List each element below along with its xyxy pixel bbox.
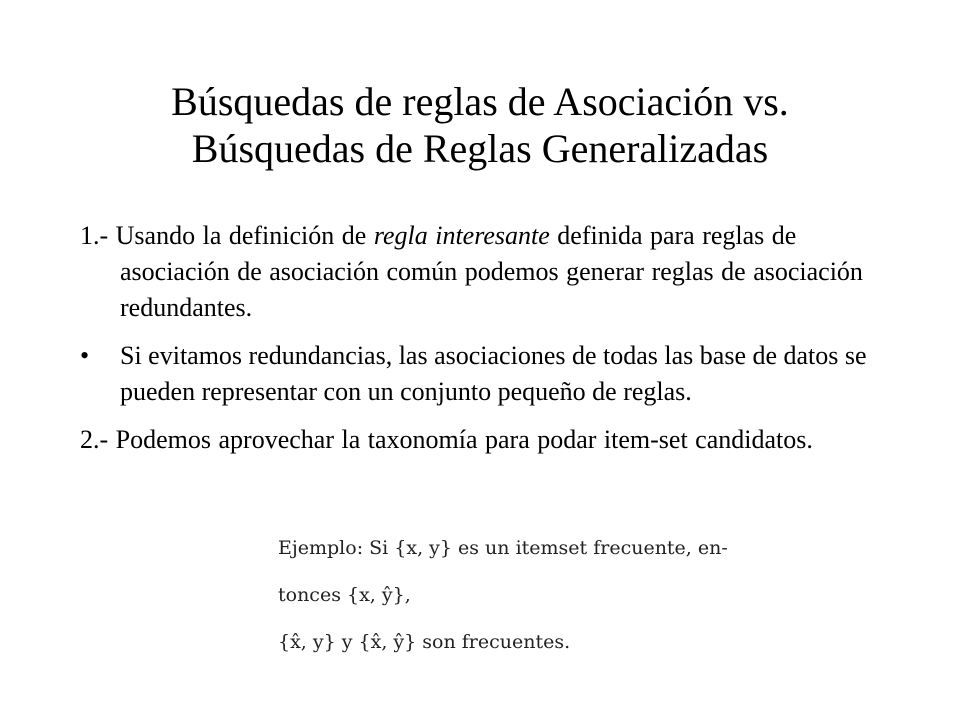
item-1-italic-term: regla interesante	[373, 221, 550, 250]
slide-title	[80, 78, 880, 172]
example-line-1: Ejemplo: Si {x, y} es un itemset frecuente, en-	[278, 537, 728, 559]
item-1-text-before: 1.- Usando la definición de	[80, 221, 374, 250]
title-line-1: Búsquedas de reglas de Asociación vs.	[171, 79, 789, 124]
slide-body	[80, 218, 870, 470]
numbered-item-2: 2.- Podemos aprovechar la taxonomía para podar item-set candidatos.	[80, 425, 813, 454]
example-line-2: tonces {x, ŷ},	[278, 584, 411, 606]
numbered-item-1	[80, 218, 870, 326]
title-line-2: Búsquedas de Reglas Generalizadas	[191, 126, 769, 171]
bullet-item	[80, 338, 870, 410]
bullet-icon: •	[80, 341, 90, 370]
item-1-text-after: definida para reglas de asociación de asociación común podemos generar reglas de asociación redundantes.	[120, 221, 863, 322]
example-line-3: {x̂, y} y {x̂, ŷ} son frecuentes.	[278, 631, 571, 653]
bullet-text: Si evitamos redundancias, las asociaciones de todas las base de datos se pueden representar con un conjunto pequeño de reglas.	[120, 341, 867, 406]
